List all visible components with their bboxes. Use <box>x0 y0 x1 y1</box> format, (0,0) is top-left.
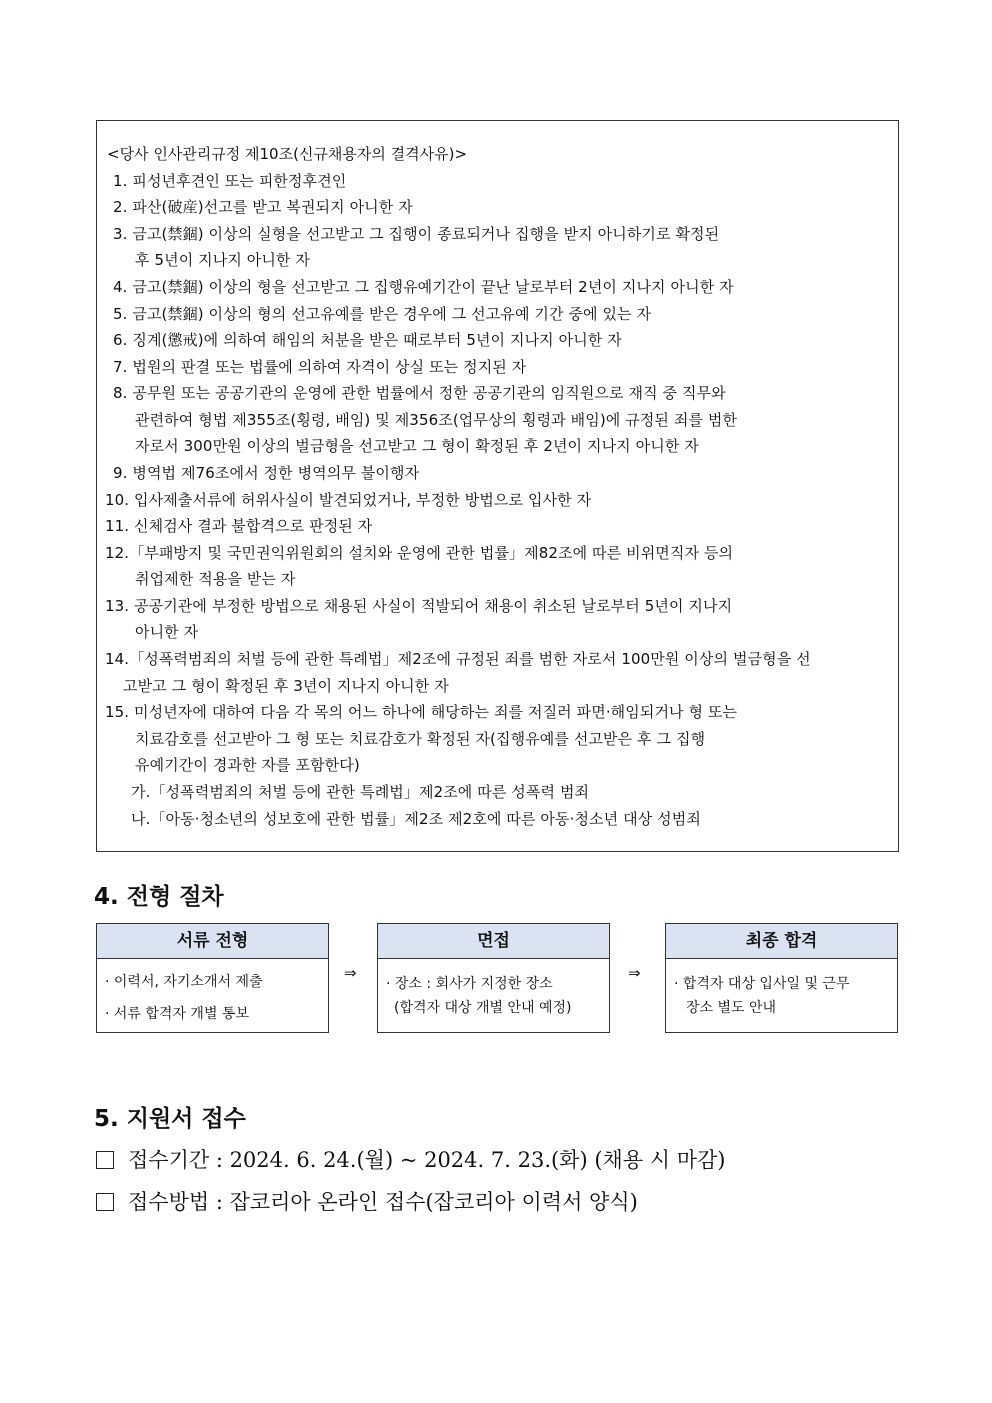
step-detail: · 장소 : 회사가 지정한 장소 <box>386 976 553 992</box>
regulation-line: 11. 신체검사 결과 불합격으로 판정된 자 <box>105 517 373 535</box>
regulation-line: 8. 공무원 또는 공공기관의 운영에 관한 법률에서 정한 공공기관의 임직원으로 재직 중 직무와 <box>113 384 726 402</box>
regulation-line: 고받고 그 형이 확정된 후 3년이 지나지 아니한 자 <box>123 677 449 695</box>
regulation-line: 13. 공공기관에 부정한 방법으로 채용된 사실이 적발되어 채용이 취소된 날로부터 5년이 지나지 <box>105 597 733 615</box>
section-title-application: 5. 지원서 접수 <box>94 1106 246 1132</box>
regulation-line: 유예기간이 경과한 자를 포함한다) <box>135 756 360 774</box>
step-title: 서류 전형 <box>97 924 328 959</box>
step-title: 면접 <box>378 924 609 959</box>
step-interview <box>377 923 610 1033</box>
regulation-line: 10. 입사제출서류에 허위사실이 발견되었거나, 부정한 방법으로 입사한 자 <box>105 491 592 509</box>
section-title-process: 4. 전형 절차 <box>94 884 224 910</box>
regulation-line: 가.「성폭력범죄의 처벌 등에 관한 특례법」제2조에 따른 성폭력 범죄 <box>131 783 590 801</box>
regulation-line: 14.「성폭력범죄의 처벌 등에 관한 특례법」제2조에 규정된 죄를 범한 자로서 100만원 이상의 벌금형을 선 <box>105 650 811 668</box>
regulation-line: 5. 금고(禁錮) 이상의 형의 선고유예를 받은 경우에 그 선고유예 기간 중에 있는 자 <box>113 305 652 323</box>
regulation-line: 4. 금고(禁錮) 이상의 형을 선고받고 그 집행유예기간이 끝난 날로부터 2년이 지나지 아니한 자 <box>113 278 734 296</box>
regulation-line: 자로서 300만원 이상의 벌금형을 선고받고 그 형이 확정된 후 2년이 지나지 아니한 자 <box>135 437 699 455</box>
regulation-line: 치료감호를 선고받아 그 형 또는 치료감호가 확정된 자(집행유예를 선고받은 후 그 집행 <box>135 730 706 748</box>
arrow-icon: ⇒ <box>344 964 357 982</box>
regulation-line: 7. 법원의 판결 또는 법률에 의하여 자격이 상실 또는 정지된 자 <box>113 358 527 376</box>
application-method-text: 접수방법 : 잡코리아 온라인 접수(잡코리아 이력서 양식) <box>128 1190 638 1214</box>
regulation-line: 취업제한 적용을 받는 자 <box>135 570 296 588</box>
checkbox-icon <box>96 1193 114 1211</box>
step-detail: · 합격자 대상 입사일 및 근무 <box>674 976 850 992</box>
step-detail: · 이력서, 자기소개서 제출 <box>105 974 263 990</box>
regulation-title: <당사 인사관리규정 제10조(신규채용자의 결격사유)> <box>107 145 468 163</box>
regulation-line: 2. 파산(破産)선고를 받고 복권되지 아니한 자 <box>113 198 413 216</box>
application-method <box>96 1186 638 1216</box>
regulation-line: 아니한 자 <box>135 623 199 641</box>
arrow-icon: ⇒ <box>628 964 641 982</box>
regulation-line: 나.「아동·청소년의 성보호에 관한 법률」제2조 제2호에 따른 아동·청소년 대상 성범죄 <box>131 810 701 828</box>
regulation-line: 12.「부패방지 및 국민권익위원회의 설치와 운영에 관한 법률」제82조에 따른 비위면직자 등의 <box>105 544 734 562</box>
regulation-line: 6. 징계(懲戒)에 의하여 해임의 처분을 받은 때로부터 5년이 지나지 아니한 자 <box>113 331 622 349</box>
step-title: 최종 합격 <box>666 924 897 959</box>
step-final-pass <box>665 923 898 1033</box>
step-detail: 장소 별도 안내 <box>686 1000 777 1016</box>
regulation-line: 3. 금고(禁錮) 이상의 실형을 선고받고 그 집행이 종료되거나 집행을 받지 아니하기로 확정된 <box>113 225 720 243</box>
application-period-text: 접수기간 : 2024. 6. 24.(월) ~ 2024. 7. 23.(화) (채용 시 마감) <box>128 1148 726 1172</box>
regulation-line: 15. 미성년자에 대하여 다음 각 목의 어느 하나에 해당하는 죄를 저질러 파면·해임되거나 형 또는 <box>105 703 738 721</box>
step-detail: (합격자 대상 개별 안내 예정) <box>394 1000 572 1016</box>
regulation-box <box>96 120 899 852</box>
regulation-line: 관련하여 형법 제355조(횡령, 배임) 및 제356조(업무상의 횡령과 배임)에 규정된 죄를 범한 <box>135 411 738 429</box>
regulation-line: 9. 병역법 제76조에서 정한 병역의무 불이행자 <box>113 464 420 482</box>
application-period <box>96 1144 726 1174</box>
regulation-line: 1. 피성년후견인 또는 피한정후견인 <box>113 172 347 190</box>
regulation-line: 후 5년이 지나지 아니한 자 <box>135 251 311 269</box>
checkbox-icon <box>96 1151 114 1169</box>
step-detail: · 서류 합격자 개별 통보 <box>105 1006 249 1022</box>
step-document-screening <box>96 923 329 1033</box>
